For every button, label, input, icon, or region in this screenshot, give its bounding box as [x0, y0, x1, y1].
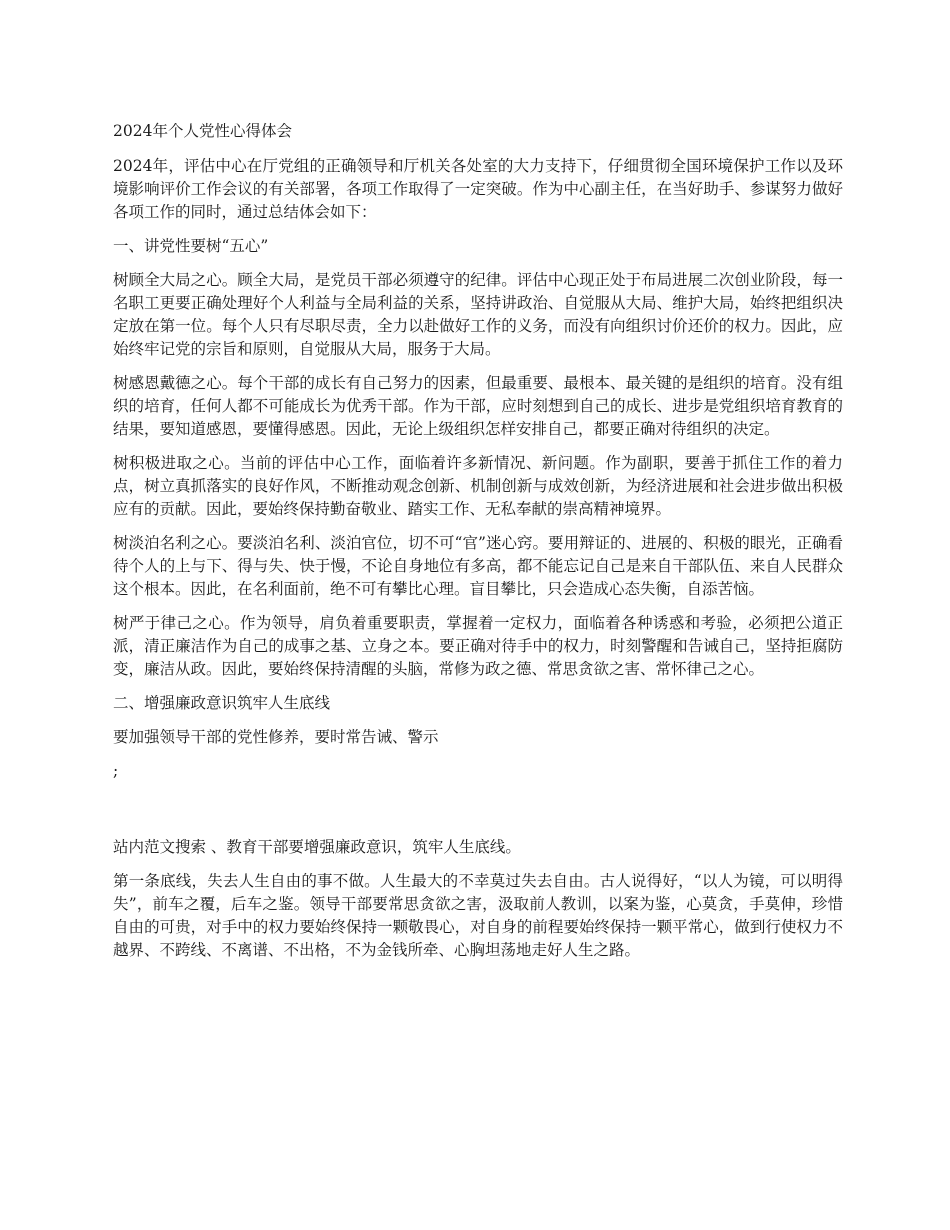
paragraph-gratitude: 树感恩戴德之心。每个干部的成长有自己努力的因素，但最重要、最根本、最关键的是组织的培育。没有组织的培育，任何人都不可能成长为优秀干部。作为干部，应时刻想到自己的成长、进步是党组织培育教育的结果，要知道感恩，要懂得感恩。因此，无论上级组织怎样安排自己，都要正确对待组织的决定。: [113, 374, 843, 438]
section-heading-1: 一、讲党性要树“五心”: [113, 237, 269, 255]
paragraph-intro: 2024年，评估中心在厅党组的正确领导和厅机关各处室的大力支持下，仔细贯彻全国环境保护工作以及环境影响评价工作会议的有关部署，各项工作取得了一定突破。作为中心副主任，在当好助手、参谋努力做好各项工作的同时，通过总结体会如下：: [113, 157, 843, 221]
paragraph-self-discipline: 树严于律己之心。作为领导，肩负着重要职责，掌握着一定权力，面临着各种诱惑和考验，必须把公道正派，清正廉洁作为自己的成事之基、立身之本。要正确对待手中的权力，时刻警醒和告诫自己，坚持拒腐防变，廉洁从政。因此，要始终保持清醒的头脑，常修为政之德、常思贪欲之害、常怀律己之心。: [113, 614, 843, 678]
paragraph-semicolon: ;: [113, 762, 119, 780]
document-title: 2024年个人党性心得体会: [113, 122, 292, 140]
paragraph-search-note: 站内范文搜索 、教育干部要增强廉政意识，筑牢人生底线。: [113, 838, 521, 856]
paragraph-overall-situation: 树顾全大局之心。顾全大局，是党员干部必须遵守的纪律。评估中心现正处于布局进展二次创业阶段，每一名职工更要正确处理好个人利益与全局利益的关系，坚持讲政治、自觉服从大局、维护大局，始终把组织决定放在第一位。每个人只有尽职尽责，全力以赴做好工作的义务，而没有向组织讨价还价的权力。因此，应始终牢记党的宗旨和原则，自觉服从大局，服务于大局。: [113, 271, 843, 358]
paragraph-progress: 树积极进取之心。当前的评估中心工作，面临着许多新情况、新问题。作为副职，要善于抓住工作的着力点，树立真抓落实的良好作风，不断推动观念创新、机制创新与成效创新，为经济进展和社会进步做出积极应有的贡献。因此，要始终保持勤奋敬业、踏实工作、无私奉献的崇高精神境界。: [113, 454, 843, 518]
paragraph-first-bottom-line: 第一条底线，失去人生自由的事不做。人生最大的不幸莫过失去自由。古人说得好，“以人为镜，可以明得失”，前车之覆，后车之鉴。领导干部要常思贪欲之害，汲取前人教训，以案为鉴，心莫贪，手莫伸，珍惜自由的可贵，对手中的权力要始终保持一颗敬畏心，对自身的前程要始终保持一颗平常心，做到行使权力不越界、不跨线、不离谱、不出格，不为金钱所牵、心胸坦荡地走好人生之路。: [113, 872, 843, 959]
paragraph-warning: 要加强领导干部的党性修养，要时常告诫、警示: [113, 728, 439, 746]
blank-gap: [113, 794, 843, 836]
paragraph-fame: 树淡泊名利之心。要淡泊名利、淡泊官位，切不可“官”迷心窍。要用辩证的、进展的、积极的眼光，正确看待个人的上与下、得与失、快于慢，不论自身地位有多高，都不能忘记自己是来自干部队伍、来自人民群众这个根本。因此，在名利面前，绝不可有攀比心理。盲目攀比，只会造成心态失衡，自添苦恼。: [113, 534, 843, 598]
document-page: [113, 120, 843, 973]
section-heading-2: 二、增强廉政意识筑牢人生底线: [113, 694, 331, 712]
